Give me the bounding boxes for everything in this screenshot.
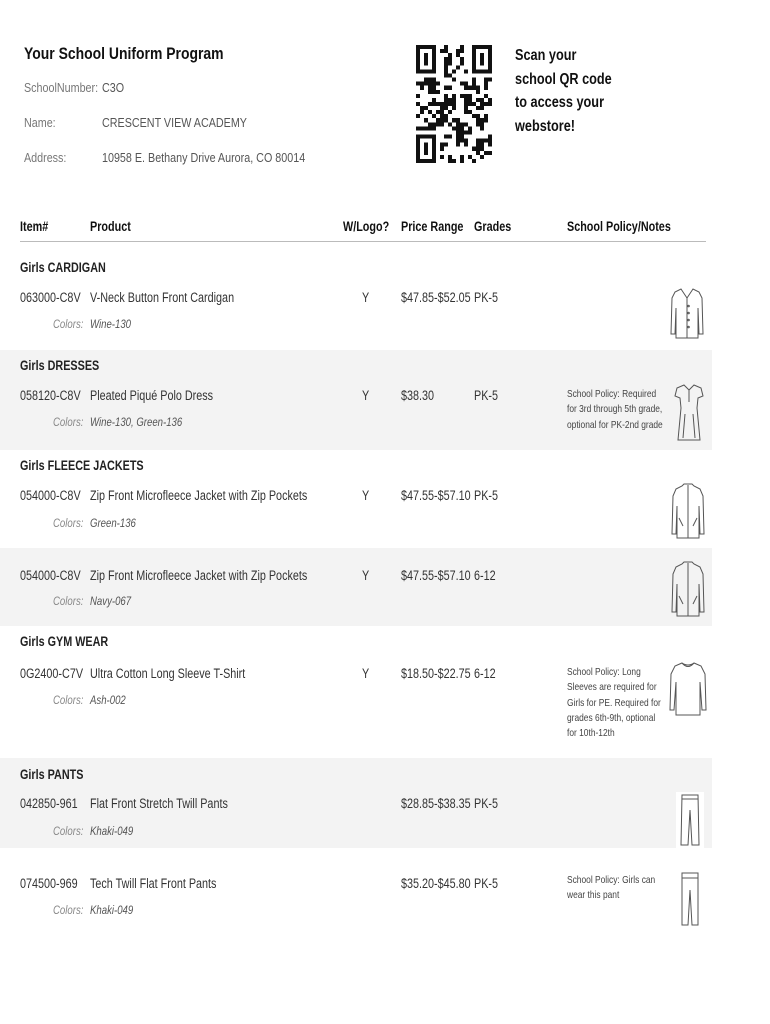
colors-value: Green-136 — [90, 516, 136, 530]
column-header-logo: W/Logo? — [343, 219, 390, 234]
name-label: Name: — [24, 116, 56, 130]
page-title: Your School Uniform Program — [24, 44, 224, 63]
product-name: Zip Front Microfleece Jacket with Zip Pockets — [90, 488, 308, 503]
column-header-grades: Grades — [474, 219, 512, 234]
logo-flag: Y — [362, 488, 370, 503]
grades: PK-5 — [474, 388, 499, 403]
colors-label: Colors: — [53, 903, 84, 917]
grades: PK-5 — [474, 488, 499, 503]
colors-value: Wine-130, Green-136 — [90, 415, 183, 429]
product-name: V-Neck Button Front Cardigan — [90, 290, 235, 305]
category-heading: Girls DRESSES — [20, 358, 100, 373]
colors-value: Ash-002 — [90, 693, 126, 707]
jacket-icon — [670, 482, 706, 542]
price-range: $38.30 — [401, 388, 435, 403]
grades: PK-5 — [474, 876, 499, 891]
item-number: 054000-C8V — [20, 488, 81, 503]
category-heading: Girls PANTS — [20, 767, 84, 782]
item-number: 0G2400-C7V — [20, 666, 84, 681]
policy-note: School Policy: Long Sleeves are required for Girls for PE. Required for grades 6th-9th, optional for 10th-12th — [567, 666, 661, 740]
product-name: Pleated Piqué Polo Dress — [90, 388, 214, 403]
header-divider — [20, 241, 706, 242]
grades: 6-12 — [474, 568, 496, 583]
qr-code-icon[interactable] — [416, 45, 492, 163]
policy-note: School Policy: Required for 3rd through 5th grade, optional for PK-2nd grade — [567, 388, 663, 431]
product-name: Flat Front Stretch Twill Pants — [90, 796, 228, 811]
column-header-item: Item# — [20, 219, 49, 234]
price-range: $35.20-$45.80 — [401, 876, 471, 891]
colors-label: Colors: — [53, 317, 84, 331]
item-number: 074500-969 — [20, 876, 78, 891]
product-name: Zip Front Microfleece Jacket with Zip Pockets — [90, 568, 308, 583]
grades: PK-5 — [474, 290, 499, 305]
price-range: $47.85-$52.05 — [401, 290, 471, 305]
item-number: 042850-961 — [20, 796, 78, 811]
colors-label: Colors: — [53, 824, 84, 838]
school-name-value: CRESCENT VIEW ACADEMY — [102, 116, 247, 130]
category-heading: Girls FLEECE JACKETS — [20, 458, 144, 473]
colors-label: Colors: — [53, 693, 84, 707]
row-band — [0, 548, 712, 626]
scan-qr-text: Scan your school QR code to access your webstore! — [515, 47, 612, 135]
address-label: Address: — [24, 151, 67, 165]
item-number: 054000-C8V — [20, 568, 81, 583]
price-range: $47.55-$57.10 — [401, 568, 471, 583]
colors-label: Colors: — [53, 594, 84, 608]
colors-label: Colors: — [53, 415, 84, 429]
grades: PK-5 — [474, 796, 499, 811]
colors-label: Colors: — [53, 516, 84, 530]
category-heading: Girls GYM WEAR — [20, 634, 109, 649]
grades: 6-12 — [474, 666, 496, 681]
column-header-price: Price Range — [401, 219, 464, 234]
item-number: 058120-C8V — [20, 388, 81, 403]
price-range: $18.50-$22.75 — [401, 666, 471, 681]
school-number-value: C3O — [102, 81, 125, 95]
logo-flag: Y — [362, 388, 370, 403]
pants-icon — [678, 870, 702, 928]
product-name: Ultra Cotton Long Sleeve T-Shirt — [90, 666, 246, 681]
category-heading: Girls CARDIGAN — [20, 260, 106, 275]
address-value: 10958 E. Bethany Drive Aurora, CO 80014 — [102, 151, 306, 165]
school-number-label: SchoolNumber: — [24, 81, 99, 95]
logo-flag: Y — [362, 666, 370, 681]
pants-icon — [676, 792, 704, 848]
colors-value: Navy-067 — [90, 594, 132, 608]
price-range: $28.85-$38.35 — [401, 796, 471, 811]
item-number: 063000-C8V — [20, 290, 81, 305]
jacket-icon — [670, 560, 706, 620]
long-sleeve-shirt-icon — [668, 660, 708, 718]
logo-flag: Y — [362, 290, 370, 305]
policy-note: School Policy: Girls can wear this pant — [567, 874, 656, 902]
column-header-product: Product — [90, 219, 131, 234]
product-name: Tech Twill Flat Front Pants — [90, 876, 217, 891]
colors-value: Khaki-049 — [90, 824, 134, 838]
column-header-notes: School Policy/Notes — [567, 219, 671, 234]
cardigan-icon — [669, 286, 705, 342]
dress-icon — [673, 382, 705, 442]
colors-value: Khaki-049 — [90, 903, 134, 917]
price-range: $47.55-$57.10 — [401, 488, 471, 503]
logo-flag: Y — [362, 568, 370, 583]
colors-value: Wine-130 — [90, 317, 132, 331]
